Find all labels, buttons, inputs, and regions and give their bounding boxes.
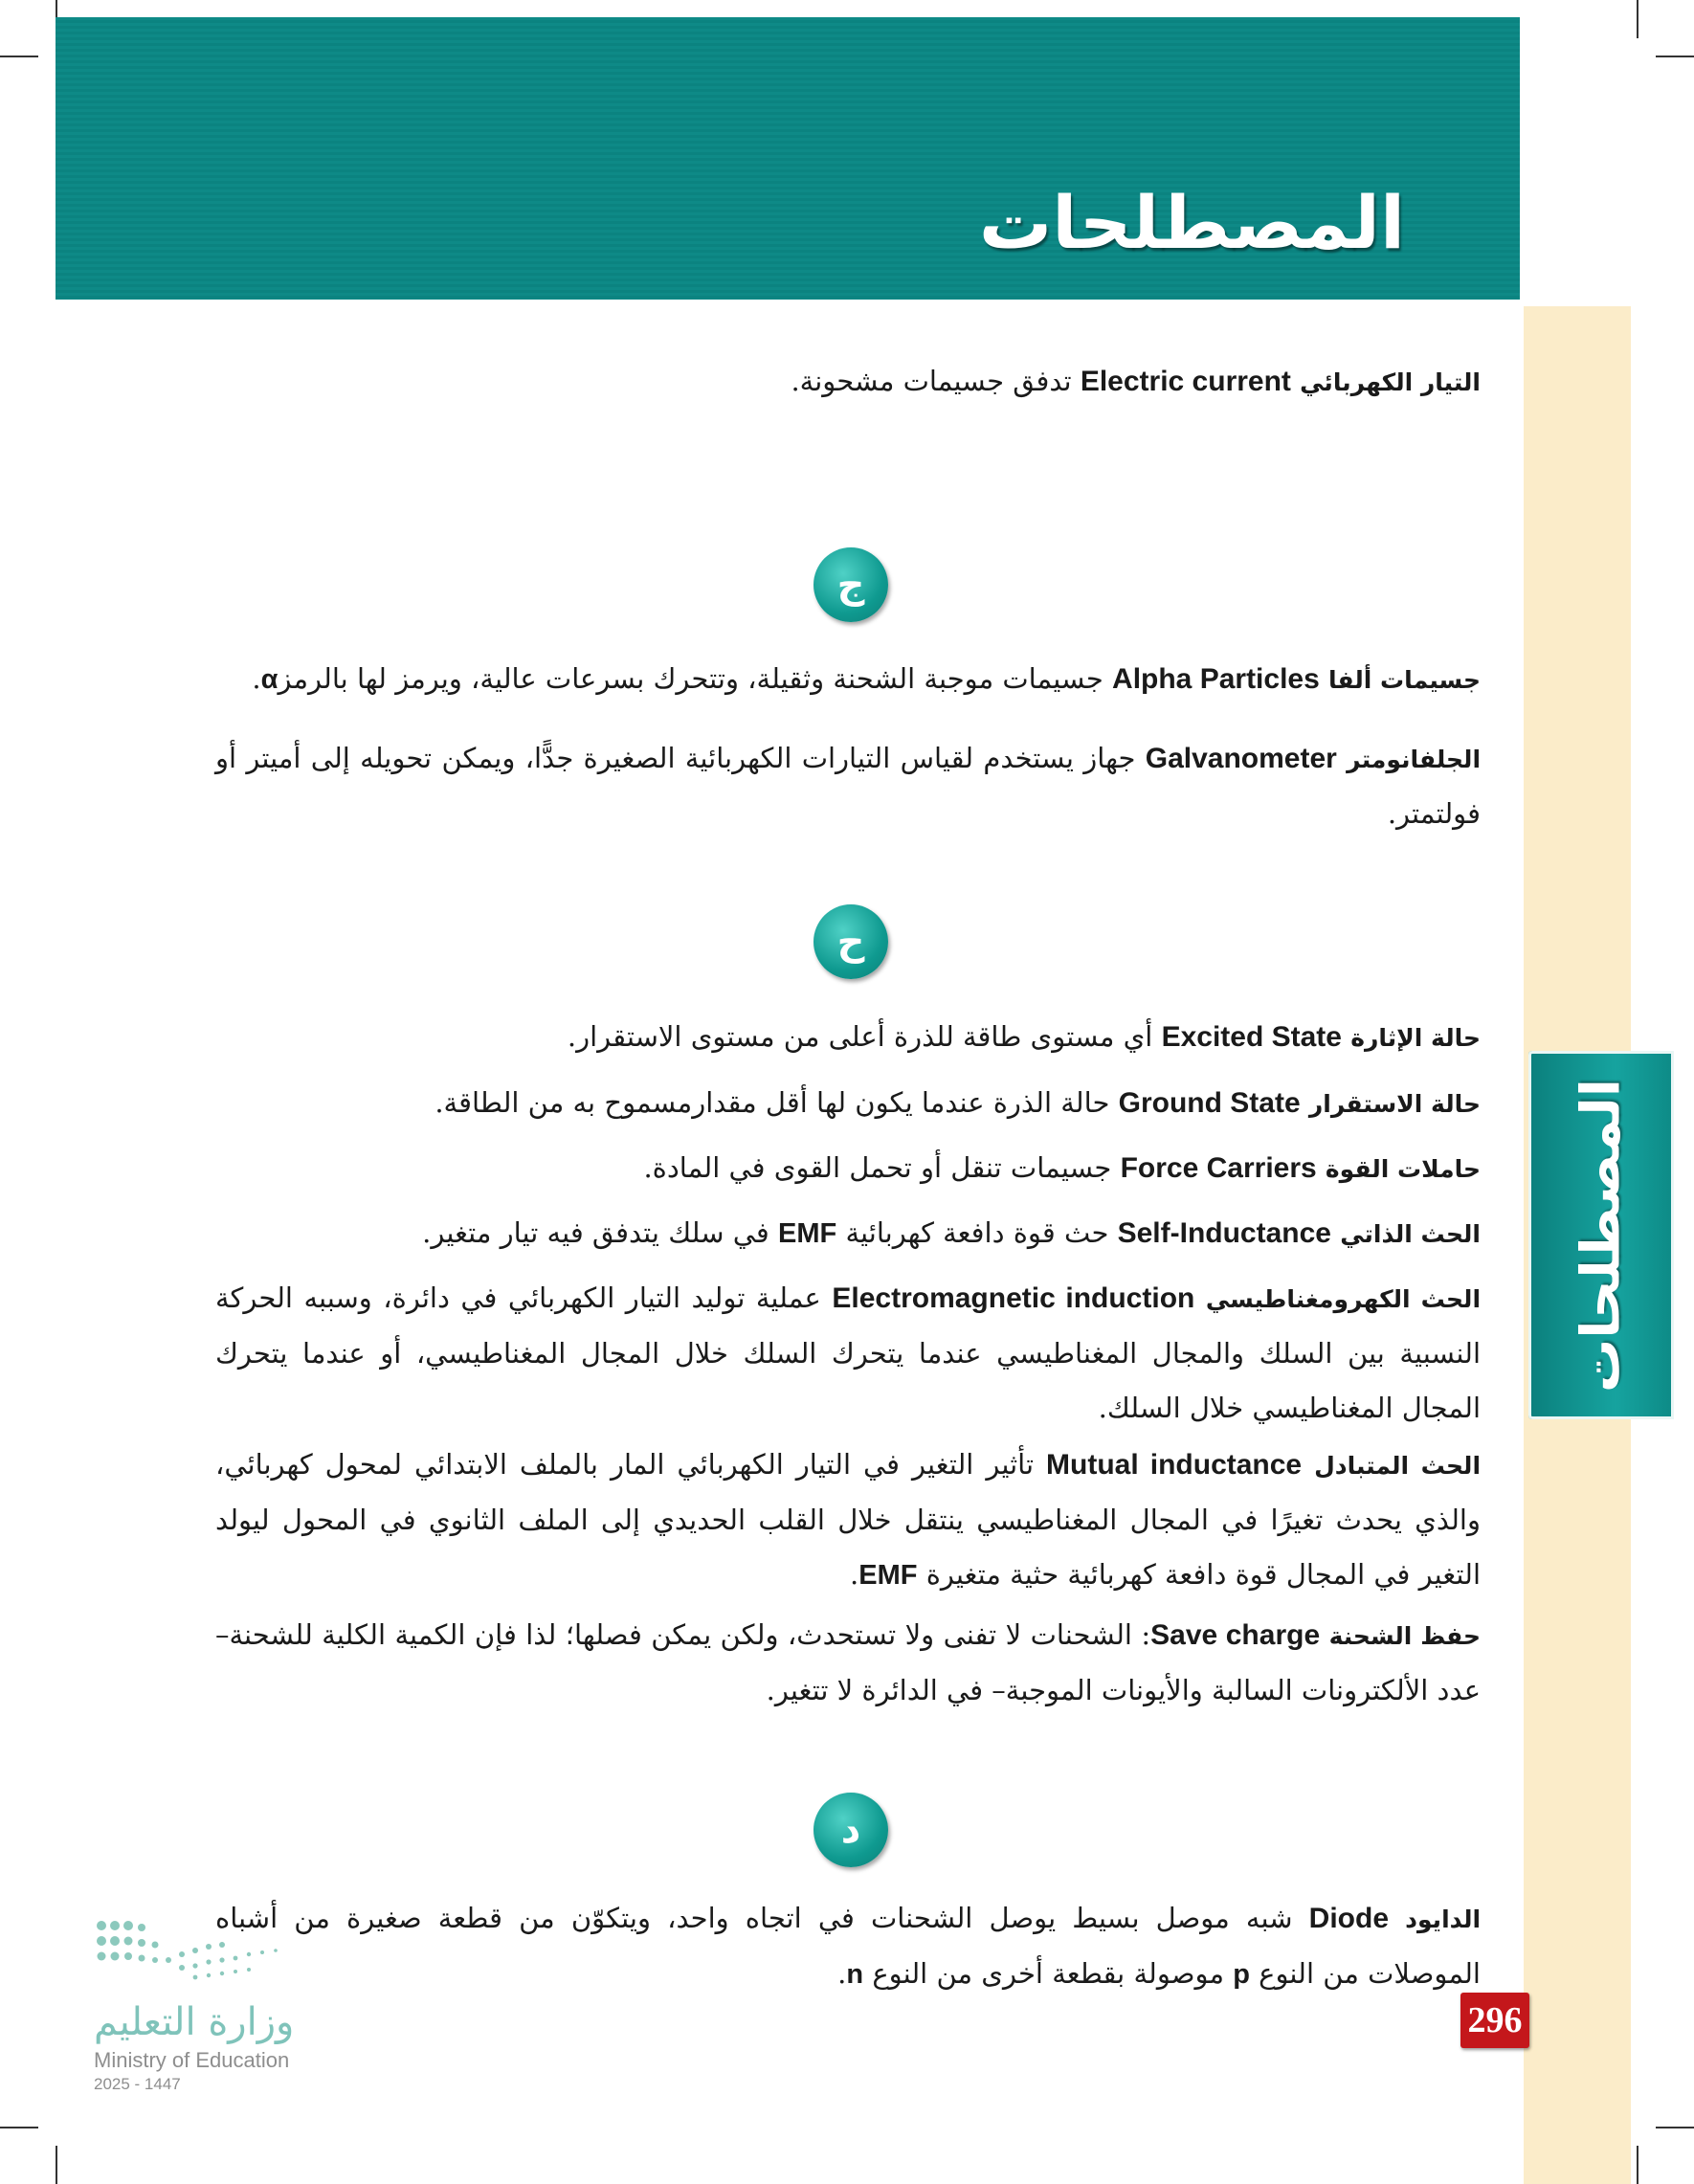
glossary-entry: جسيمات ألفا Alpha Particles جسيمات موجبة الشحنة وثقيلة، وتتحرك بسرعات عالية، ويرمز لها بالرمزα. xyxy=(252,662,1481,695)
glossary-entry xyxy=(215,1141,1481,1196)
term-definition: حالة الذرة عندما يكون لها أقل مقدارمسموح به من الطاقة. xyxy=(435,1086,1110,1119)
term-arabic: جسيمات ألفا xyxy=(1328,666,1481,694)
term-english: Force Carriers xyxy=(1120,1152,1317,1184)
term-arabic: حفظ الشحنة xyxy=(1328,1622,1482,1650)
glossary-entry xyxy=(215,731,1481,841)
term-english: Self-Inductance xyxy=(1117,1217,1331,1249)
ministry-name-english: Ministry of Education xyxy=(94,2048,290,2072)
section-letter-jeem: ج xyxy=(814,547,888,622)
emf-abbreviation: EMF xyxy=(858,1560,918,1591)
crop-mark xyxy=(1637,2146,1638,2184)
page-number: 296 xyxy=(1460,1993,1529,2048)
ministry-logo-icon xyxy=(94,1916,295,1985)
term-english: Excited State xyxy=(1161,1021,1342,1053)
emf-abbreviation: EMF xyxy=(778,1218,837,1249)
glossary-entry xyxy=(215,1608,1481,1718)
header-band xyxy=(56,17,1520,300)
glossary-entry: الحث المتبادل Mutual inductance تأثير التغير في التيار الكهربائي المار بالملف الابتدائي لمحول كهربائي، والذي يحدث تغيرًا في المجال المغناطيسي ينتقل خلال القلب الحديدي إلى الملف الثانوي في المحول ليولد التغير في المجال قوة دافعة كهربائية حثية متغيرة EMF. xyxy=(215,1448,1482,1591)
term-arabic: حاملات القوة xyxy=(1325,1155,1481,1183)
term-arabic: الجلفانومتر xyxy=(1347,746,1482,773)
term-arabic: الحث الكهرومغناطيسي xyxy=(1205,1285,1482,1313)
glossary-entry xyxy=(215,1206,1481,1261)
term-definition: جسيمات تنقل أو تحمل القوى في المادة. xyxy=(643,1151,1112,1184)
term-definition: تأثير التغير في التيار الكهربائي المار بالملف الابتدائي لمحول كهربائي، والذي يحدث تغيرًا في المجال المغناطيسي ينتقل خلال القلب الحديدي إلى الملف الثانوي في المحول ليولد التغير في المجال قوة دافعة كهربائية حثية متغيرة xyxy=(215,1448,1481,1591)
term-definition: تدفق جسيمات مشحونة. xyxy=(791,365,1072,397)
glossary-entry xyxy=(215,354,1481,410)
term-english: Save charge xyxy=(1150,1619,1321,1651)
term-definition: : الشحنات لا تفنى ولا تستحدث، ولكن يمكن فصلها؛ لذا فإن الكمية الكلية للشحنة– عدد الألكترونات السالبة والأيونات الموجبة– في الدائرة لا تتغير. xyxy=(215,1618,1481,1706)
glossary-entry xyxy=(215,1010,1481,1065)
term-arabic: حالة الإثارة xyxy=(1350,1024,1481,1052)
term-arabic: الحث المتبادل xyxy=(1314,1452,1482,1480)
crop-mark xyxy=(1656,56,1694,57)
semiconductor-type-n: n xyxy=(846,1959,864,1990)
crop-mark xyxy=(1637,0,1638,38)
crop-mark xyxy=(0,56,38,57)
term-english: Ground State xyxy=(1118,1087,1301,1119)
term-definition: جسيمات موجبة الشحنة وثقيلة، وتتحرك بسرعات عالية، ويرمز لها بالرمز xyxy=(278,662,1103,695)
term-definition: شبه موصل بسيط يوصل الشحنات في اتجاه واحد، ويتكوّن من قطعة صغيرة من أشباه الموصلات من النوع xyxy=(215,1902,1481,1990)
term-english: Electromagnetic induction xyxy=(832,1282,1195,1314)
ministry-name-arabic: وزارة التعليم xyxy=(94,2000,295,2044)
term-english: Alpha Particles xyxy=(1112,663,1320,695)
ministry-year: 2025 - 1447 xyxy=(94,2075,181,2093)
glossary-entry xyxy=(215,1076,1481,1131)
page-title: المصطلحات xyxy=(978,180,1405,265)
crop-mark xyxy=(1656,2127,1694,2128)
term-arabic: التيار الكهربائي xyxy=(1300,368,1481,396)
term-definition: في سلك يتدفق فيه تيار متغير. xyxy=(422,1216,769,1249)
term-arabic: الدايود xyxy=(1405,1905,1482,1933)
term-arabic: الحث الذاتي xyxy=(1340,1220,1481,1248)
term-english: Mutual inductance xyxy=(1046,1449,1303,1481)
side-tab[interactable] xyxy=(1528,1051,1674,1419)
term-definition: جهاز يستخدم لقياس التيارات الكهربائية الصغيرة جدًّا، ويمكن تحويله إلى أميتر أو فولتمتر. xyxy=(215,742,1481,830)
side-tab-label: المصطلحات xyxy=(1570,1078,1633,1393)
term-english: Galvanometer xyxy=(1145,743,1337,774)
section-letter-haa: ح xyxy=(814,904,888,979)
glossary-entry: الدايود Diode شبه موصل بسيط يوصل الشحنات في اتجاه واحد، ويتكوّن من قطعة صغيرة من أشباه الموصلات من النوع p موصولة بقطعة أخرى من النوع n. xyxy=(215,1902,1482,1990)
term-definition: موصولة بقطعة أخرى من النوع xyxy=(872,1957,1224,1990)
term-english: Diode xyxy=(1308,1903,1390,1934)
term-arabic: حالة الاستقرار xyxy=(1308,1090,1481,1118)
semiconductor-type-p: p xyxy=(1233,1959,1250,1990)
term-definition: عملية توليد التيار الكهربائي في دائرة، وسببه الحركة النسبية بين السلك والمجال المغناطيسي عندما يتحرك السلك خلال المجال المغناطيسي، أو عندما يتحرك المجال المغناطيسي خلال السلك. xyxy=(215,1281,1481,1424)
alpha-symbol: α xyxy=(260,664,279,695)
crop-mark xyxy=(0,2127,38,2128)
section-letter-dal: د xyxy=(814,1793,888,1867)
term-definition: أي مستوى طاقة للذرة أعلى من مستوى الاستقرار. xyxy=(567,1020,1153,1053)
glossary-entry xyxy=(215,1271,1481,1436)
crop-mark xyxy=(56,2146,57,2184)
term-english: Electric current xyxy=(1080,366,1291,397)
term-definition: حث قوة دافعة كهربائية xyxy=(845,1216,1109,1249)
